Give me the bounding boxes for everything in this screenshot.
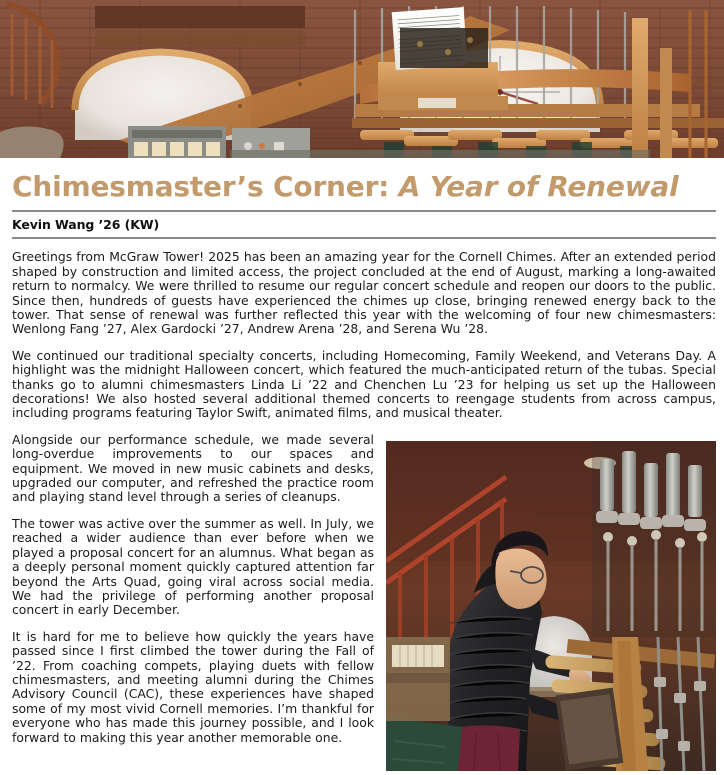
paragraph-2: We continued our traditional specialty concerts, including Homecoming, Family Weekend, and Veterans Day. A highlight was the midnight Halloween concert, which featured the much-anticipated return of the tubas. Special thanks go to alumni chimesmasters Linda Li ’22 and Chenchen Lu ’23 for helping us set up the Halloween decorations! We also hosted several additional themed concerts to reengage students from across campus, including programs featuring Taylor Swift, animated films, and musical theater. (12, 347, 716, 421)
header-photo (0, 0, 724, 158)
page-title-main: Chimesmaster’s Corner: (12, 170, 390, 203)
header-photo-graphic (0, 0, 724, 158)
inline-photo-graphic (386, 441, 716, 771)
byline: Kevin Wang ’26 (KW) (12, 217, 160, 233)
article (0, 158, 724, 775)
page-title (12, 172, 724, 201)
paragraph-4: The tower was active over the summer as well. In July, we reached a wider audience than ever before when we played a proposal concert for an alumnus. What began as a deeply personal moment quickly captured attention far beyond the Arts Quad, going viral across social media. We had the privilege of performing another proposal concert in early December. (12, 515, 374, 618)
inline-photo (386, 441, 716, 771)
page-title-italic: A Year of Renewal (389, 170, 679, 203)
paragraph-5: It is hard for me to believe how quickly the years have passed since I first climbed the tower during the Fall of ’22. From coaching compets, playing duets with fellow chimesmasters, and meeting alumni during the Chimes Advisory Council (CAC), these experiences have shaped some of my most vivid Cornell memories. I’m thankful for everyone who has made this journey possible, and I look forward to making this year another memorable one. (12, 628, 374, 745)
paragraph-1: Greetings from McGraw Tower! 2025 has been an amazing year for the Cornell Chimes. After an extended period shaped by construction and limited access, the project concluded at the end of August, marking a long-awaited return to normalcy. We were thrilled to resume our regular concert schedule and reopen our doors to the public. Since then, hundreds of guests have experienced the chimes up close, bringing renewed energy back to the tower. That sense of renewal was further reflected this year with the welcoming of four new chimesmasters: Wenlong Fang ’27, Alex Gardocki ’27, Andrew Arena ’28, and Serena Wu ’28. (12, 249, 716, 337)
rule-below-byline (12, 237, 716, 239)
paragraph-3: Alongside our performance schedule, we made several long-overdue improvements to our spaces and equipment. We moved in new music cabinets and desks, upgraded our computer, and refreshed the practice room and playing stand level through a series of cleanups. (12, 431, 374, 505)
rule-above-byline (12, 210, 716, 212)
article-body (12, 250, 716, 745)
